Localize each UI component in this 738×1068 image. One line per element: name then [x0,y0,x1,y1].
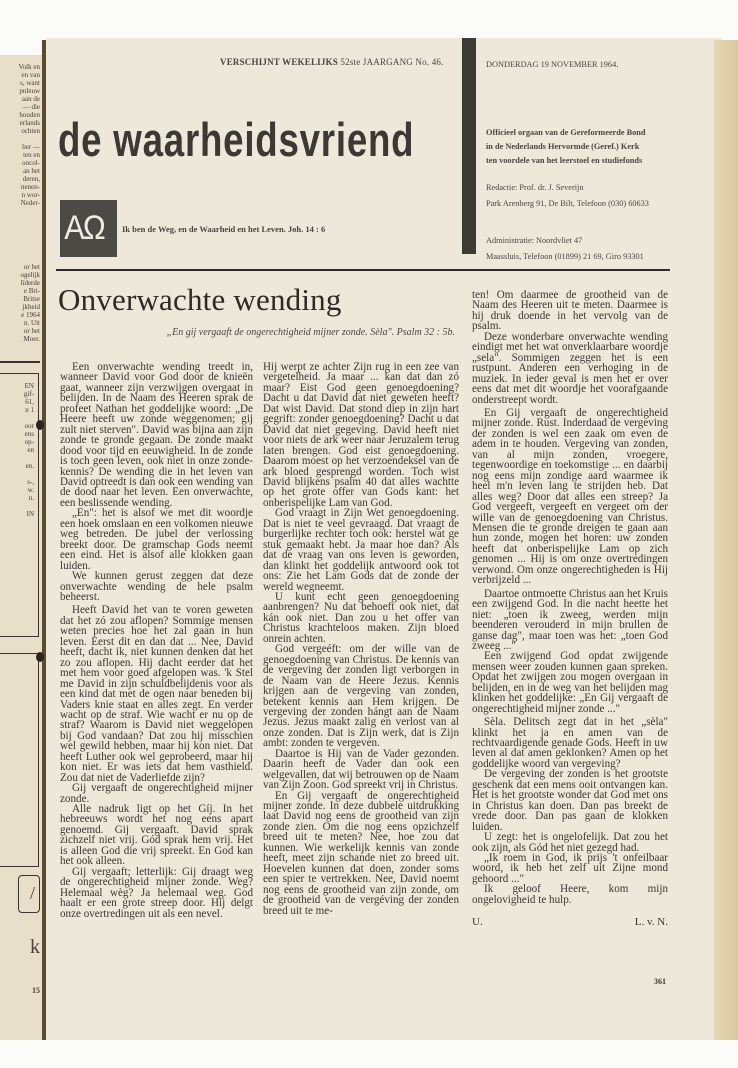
fragment-line: n 1 [25,406,34,414]
editor-address: Park Arenberg 91, De Bilt, Telefoon (030) 60633 [486,199,649,208]
fragment-line: Neder- [20,199,40,207]
fragment-line: s, want [20,79,40,87]
fragment-line: houden [19,111,40,119]
page-number: 361 [654,977,666,986]
official-line: Officieel orgaan van de Gereformeerde Bond [486,128,646,137]
paragraph: Sèla. Delitsch zegt dat in het „sèla" klinkt het ja en amen van de rechtvaardigende genade Gods. Heeft in uw leven al dat amen geklonken? Amen op het goddelijke woord van vergeving? [472,716,668,770]
fragment-line: e 1964 [21,311,40,319]
fragment-block-1 [19,63,40,135]
paragraph: Heeft David het van te voren geweten dat het zó zou aflopen? Sommige mensen weten precies hoe het zal gaan in hun leven. Eerst dit en dan dat ... Nee, David heeft, dacht ik, niet kunnen denken dat het zo zou aflopen. Hij dacht eerder dat het met hem voor goed afgelopen was. 'k Stel me David in zijn schuldbelijdenis voor als een kind dat met de ogen naar beneden bij Vaders knie staat en alles zegt. En verder wacht op de straf. Wie wacht er nu op de straf? Waarom is David niet weggelopen bij God vandaan? Dat zou hij misschien wel gewild hebben, maar hij kon niet. Dat heeft Luther ook wel geprobeerd, maar hij kon niet. Er was iets dat hem vasthield. Zou dat niet de Vaderliefde zijn? [60,604,253,784]
fragment-block-3 [21,263,40,343]
paragraph: Daartoe is Hij van de Vader gezonden. Daarin heeft de Vader dan ook een welgevallen, dat wij betrouwen op de Naam van Zijn Zoon. God spreekt vrij in Christus. [263,747,459,792]
fragment-line: w. [27,486,34,494]
masthead-title: de waarheidsvriend [58,113,415,166]
masthead-meta [220,57,444,67]
paragraph: En Gij vergaaft de ongerechtigheid mijner zonde. Rust. Inderdaad de vergeving der zonden is wel een zaak om even de adem in te houden. Vergeving van zonden, van al mijn zonden, vroegere, tegenwoordige en toekomstige ... en daarbij nog eens mijn zondige aard waarmee ik heel m'n leven lang te strijden heb. Dat alles weg? Door dat alles een streep? Ja God vergeeft, vergeeft en vergeet om der wille van de genoegdoening van Christus. Mensen die te gronde dreigen te gaan aan hun zonde, mogen het horen: uw zonden heeft dat onberispelijke Lam op zich genomen ... Hij is om onze overtredingen verwond. Om onze ongerechtigheden is Hij verbrijzeld ... [472,406,668,587]
fragment-line: ochten [21,127,40,135]
fragment-line: deren, [22,175,40,183]
fragment-number: 15 [32,986,40,995]
paragraph: Deze wonderbare onverwachte wending eindigt met het wat onverklaarbare woordje „sela". Sommigen zeggen het is een rustpunt. Anderen een verhoging in de muziek. In ieder geval is men het er over eens dat met dit woordje het voorafgaande onderstreept wordt. [472,330,668,406]
fragment-line: ens [24,430,34,438]
editor: Redactie: Prof. dr. J. Severijn [486,183,584,192]
binding-hole [36,420,44,430]
fragment-line: oor [24,422,34,430]
paragraph: „En": het is alsof we met dit woordje een hoek omslaan en een volkomen nieuwe weg betreden. De jubel der verlossing breekt door. De gramschap Gods neemt een eind. Het is alsof alle klokken gaan luiden. [60,507,253,572]
fragment-line: ber — [22,143,40,151]
fragment-line [24,470,34,478]
article-headline: Onverwachte wending [58,282,342,317]
fragment-line: en [27,446,34,454]
article-column-1 [60,362,253,919]
fragment-line: jkheid [22,303,40,311]
fragment-line: lïderde [20,279,40,287]
fragment-line: pnleuw [19,87,40,95]
fragment-line: oocol- [22,159,40,167]
fragment-line: n. Uit [24,319,40,327]
article-column-2 [263,362,459,916]
fragment-line: n wor- [21,191,40,199]
binding-hole [36,652,44,662]
official-line: ten voordele van het leerstoel en studiefonds [486,156,643,165]
paragraph: God vraagt in Zijn Wet genoegdoening. Dat is niet te veel gevraagd. Dat vraagt de burgerlijke rechter toch ook: herstel wat ge stuk gemaakt hebt. Ja maar hoe dan? Als dat de vraag van ons leven is geworden, dan klinkt het goddelijk antwoord ook tot ons: Zie het Lam Gods dat de zonde der wereld wegneemt. [263,507,459,593]
paragraph: Alle nadruk ligt op het Gíj. In het hebreeuws wordt het nog eens apart genoemd. Gij vergaaft. David sprak zichzelf niet vrij. Gód sprak hem vrij. Het is alleen God die vrij spreekt. En God kan het ook alleen. [60,803,253,868]
fragment-line: an het [23,167,40,175]
logo-letters: AΩ [64,209,104,247]
paragraph: Gij vergaaft; letterlijk: Gij draagt weg de ongerechtigheid mijner zonde. Weg? Helemaal wèg? Ja helemaal weg. God haalt er een grote streep door. Hij delgt onze overtredingen uit als een nevel. [60,865,253,920]
article-column-3 [472,290,668,928]
fragment-line: IN [26,510,34,518]
fragment-block-2 [21,143,40,207]
issue-date: DONDERDAG 19 NOVEMBER 1964. [486,60,619,69]
paragraph: God vergeéft: om der wille van de genoegdoening van Christus. De kennis van de vergeving der zonden ligt verborgen in de Naam van de Heere Jezus. Kennis krijgen aan de vergeving van zonden, betekent kennis aan Hem krijgen. De vergeving der zonden hángt aan de Naam Jezus. Jezus maakt zalig en verlost van al onze zonden. Dat is Zijn werk, dat is Zijn ambt: zonden te vergeven. [263,643,459,750]
paragraph: U kunt echt geen genoegdoening aanbrengen? Nu dat behoeft ook niet, dat kán ook niet. Dan zou u het offer van Christus krachteloos maken. Zijn bloed onrein achten. [263,590,459,645]
fragment-line: erlands [19,119,40,127]
masthead-rule [56,269,670,271]
masthead-divider-bar [462,38,476,254]
paragraph: Ik geloof Heere, kom mijn ongelovigheid te hulp. [472,883,668,906]
fragment-line: nenen- [20,183,40,191]
fragment-line: or het [23,263,40,271]
article-subtitle: „En gij vergaaft de ongerechtigheid mijner zonde. Sèla". Psalm 32 : 5b. [166,327,455,338]
fragment-box-2 [0,653,39,867]
motto: Ik ben de Weg, en de Waarheid en het Leven. Joh. 14 : 6 [122,224,326,234]
fragment-line [24,414,34,422]
fragment-line: ogelijk [20,271,40,279]
paragraph: „Ik roem in God, ik prijs 't onfeilbaar woord, ik heb het zelf uit Zijne mond gehoord ..." [472,852,668,885]
fragment-line: or het [23,327,40,335]
fragment-line: Britse [23,295,40,303]
volume-issue: 52ste JAARGANG No. 46. [340,57,444,67]
fragment-line: gif- [23,390,34,398]
fragment-line: n. [28,494,34,502]
publication-frequency: VERSCHIJNT WEKELIJKS [220,57,338,67]
fragment-line: e Bri- [23,287,40,295]
fragment-line: aan de [21,95,40,103]
page-edge [714,40,738,1040]
fragment-line: en. [25,462,34,470]
signature-right: L. v. N. [634,916,668,929]
alpha-omega-logo [60,200,117,257]
paragraph: Een zwijgend God opdat zwijgende mensen weer zouden kunnen gaan spreken. Opdat het zwijgen zou mogen overgaan in belijden, en in de weg van het belijden mag klinken het goddelijke: „En Gij vergaaft de ongerechtigheid mijner zonde ..." [472,650,668,715]
fragment-line [24,502,34,510]
official-line: in de Nederlands Hervormde (Geref.) Kerk [486,142,640,151]
paragraph: Hij werpt ze achter Zijn rug in een zee van vergetelheid. Ja maar ... kan dat dan zó maar? Eist God geen genoegdoening? Dacht u dat David dat niet geweten heeft? Dat wist David. Dat stond diep in zijn hart gegrift: zonder genoegdoening? Dacht u dat David dat niet gegeving. David heeft niet voor niets de ark weer naar Jeruzalem terug laten brengen. God eist genoegdoening. Daarom moest op het verzoendeksel van de ark bloed gesprengd worden. Toch wist David blijkens psalm 40 dat alles wachtte op het grote offer van Gods kant: het onberispelijke Lam van God. [263,361,459,509]
fragment-line [24,454,34,462]
administration-address: Maassluis, Telefoon (01899) 21 69, Giro 93301 [486,252,644,261]
fragment-line: 61, [25,398,34,406]
paragraph: En Gij vergaaft de ongerechtigheid mijner zonde. In deze dubbele uitdrukking laat David nog eens de grootheid van zijn zonde zien. Om die nog eens opzichzelf breed uit te meten? Nee, hoe zou dat kunnen. Wie werkelijk kennis van zonde heeft, meet zijn schande niet zo breed uit. Hoevelen kunnen dat doen, zonder soms een spier te vertrekken. Nee, David noemt nog eens de grootheid van zijn zonde, om de grootheid van de vergéving der zonden breed uit te me- [263,789,459,917]
paragraph: U zegt: het is ongelofelijk. Dat zou het ook zijn, als Gód het niet gezegd had. [472,831,668,854]
fragment-line: en van [21,71,40,79]
paragraph: We kunnen gerust zeggen dat deze onverwachte wending de hele psalm beheerst. [60,570,253,603]
fragment-box-text [24,382,34,518]
fragment-line: Moer. [23,335,40,343]
fragment-mark: / [29,883,35,903]
fragment-line: s-, [27,478,34,486]
fragment-letter: k [30,936,40,958]
paragraph: De vergeving der zonden is het grootste geschenk dat een mens ooit ontvangen kan. Het is het grootste wonder dat God met ons in Christus kan doen. Dan pas breekt de vrede door. Dan pas gaan de klokken luiden. [472,768,668,833]
paragraph: Een onverwachte wending treedt in, wanneer David voor God door de knieën gaat, wanneer zijn verzwijgen overgaat in belijden. In de Naam des Heeren sprak de profeet Nathan het goddelijke woord: „De Heere heeft uw zonde weggenomen; gij zult niet sterven". David was bijna aan zijn zonde te gronde gegaan. De zonde maakt dood voor tijd en eeuwigheid. In de zonde is toch geen leven, ook niet in onze zonde-kennis? De wending die in het leven van David optreedt is dan ook een wending van de dood naar het leven. Een onverwachte, een beslissende wending. [60,361,253,509]
signature-left: U. [472,916,483,929]
signature-row [472,917,668,927]
divider [0,361,40,363]
previous-page-edge [0,55,44,1040]
fragment-box-1 [0,373,39,637]
fragment-line: — die [22,103,40,111]
paragraph: ten! Om daarmee de grootheid van de Naam des Heeren uit te meten. Daarmee is hij druk doende in het vervolg van de psalm. [472,289,668,333]
fragment-line: Volk en [18,63,40,71]
fragment-line: EN [24,382,34,390]
paragraph: Gij vergaaft de ongerechtigheid mijner zonde. [60,782,253,805]
fragment-line: ten en [23,151,40,159]
fragment-line: op- [24,438,34,446]
fragment-box-3 [18,875,40,913]
paragraph: Daartoe ontmoette Christus aan het Kruis een zwijgend God. In die nacht heette het niet: „toen ik zweeg, werden mijn beenderen verouderd in mijn brullen de ganse dag", maar toen was het: „toen God zweeg ..." [472,587,668,652]
administration: Administratie: Noordvliet 47 [486,236,583,245]
